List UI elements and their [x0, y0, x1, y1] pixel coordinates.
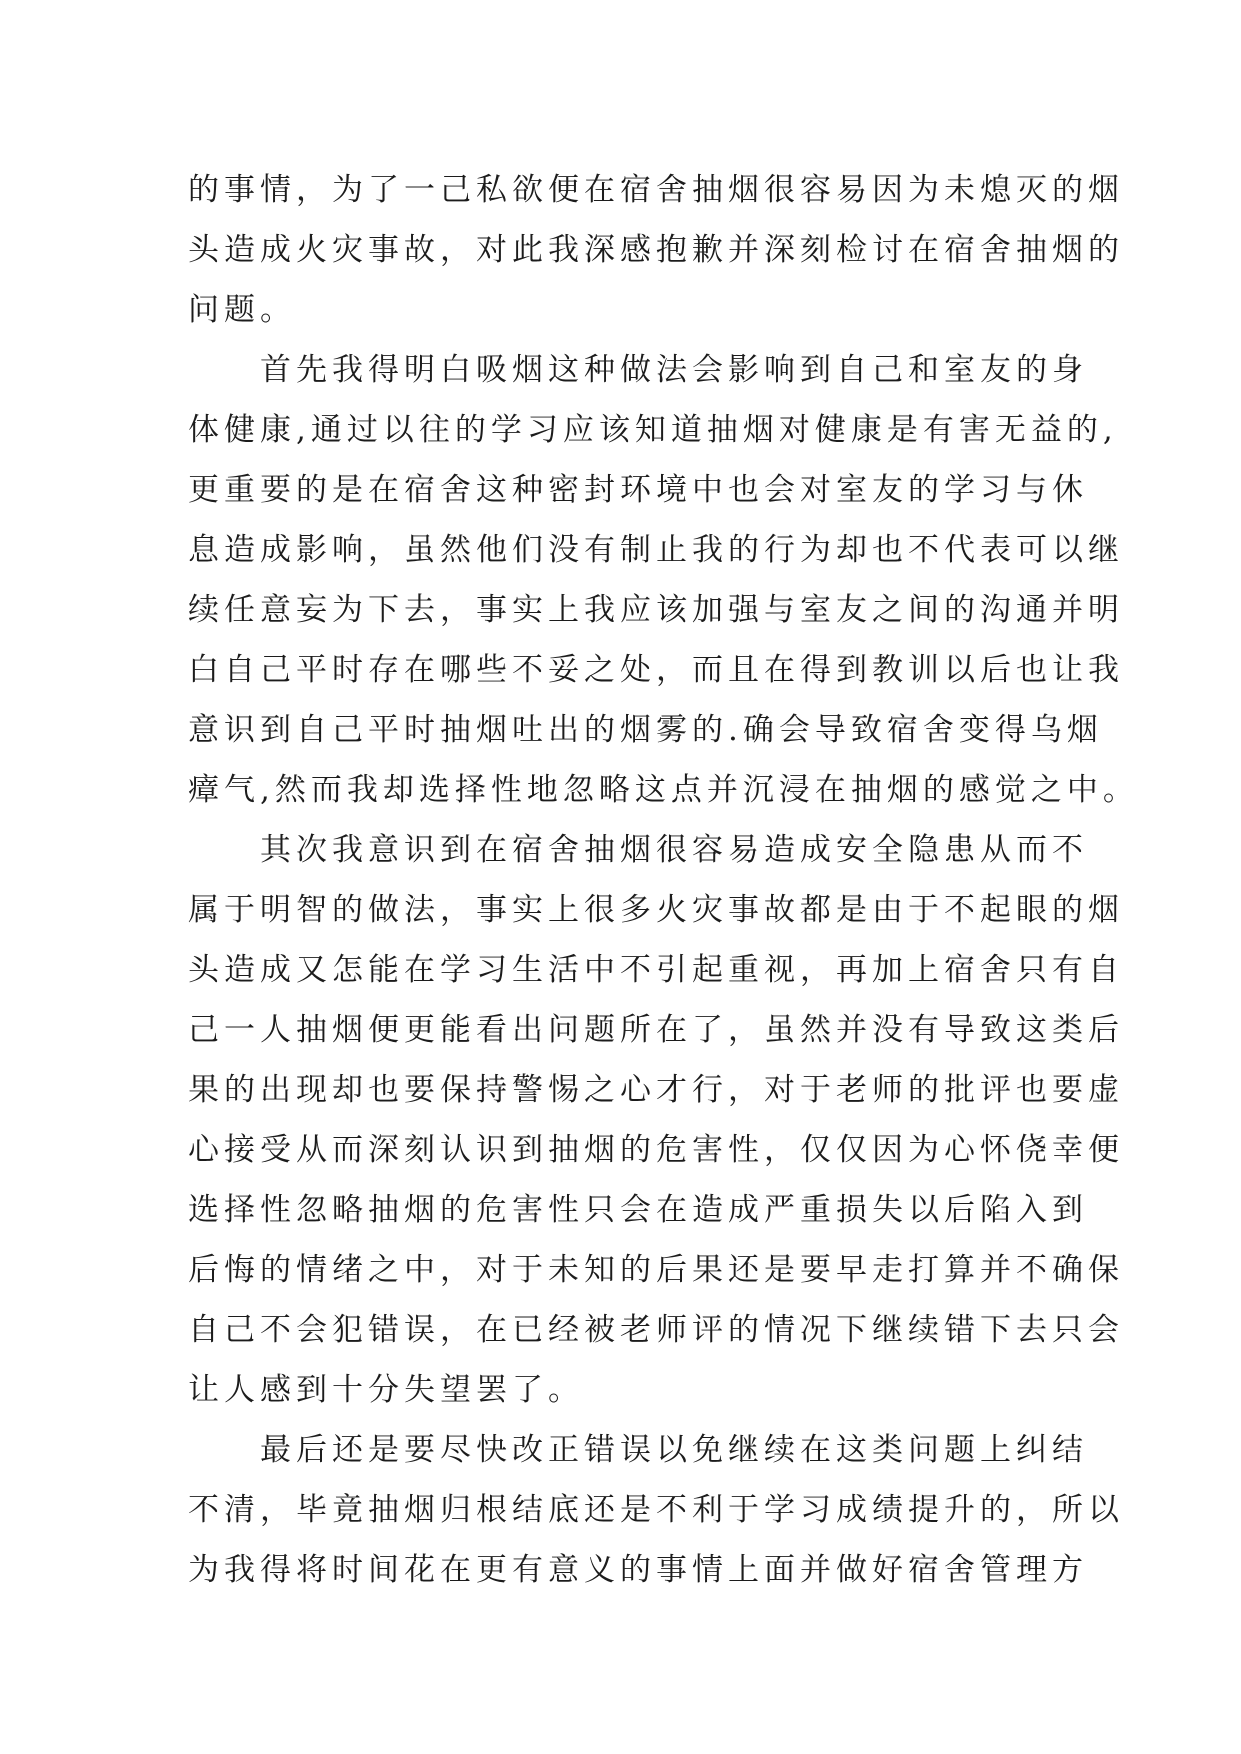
- text-line: 息造成影响，虽然他们没有制止我的行为却也不代表可以继: [188, 532, 1124, 568]
- text-line: 让人感到十分失望罢了。: [188, 1372, 584, 1408]
- text-line-indent: 首先我得明白吸烟这种做法会影响到自己和室友的身: [260, 352, 1088, 388]
- text-line: 的事情，为了一己私欲便在宿舍抽烟很容易因为未熄灭的烟: [188, 172, 1124, 208]
- document-body: [188, 160, 1139, 1600]
- text-line: 己一人抽烟便更能看出问题所在了，虽然并没有导致这类后: [188, 1012, 1124, 1048]
- text-line: 问题。: [188, 292, 296, 328]
- text-line: 意识到自己平时抽烟吐出的烟雾的.确会导致宿舍变得乌烟: [188, 712, 1103, 748]
- text-line: 体健康,通过以往的学习应该知道抽烟对健康是有害无益的,: [188, 412, 1118, 448]
- text-line: 果的出现却也要保持警惕之心才行，对于老师的批评也要虚: [188, 1072, 1124, 1108]
- text-line: 续任意妄为下去，事实上我应该加强与室友之间的沟通并明: [188, 592, 1124, 628]
- text-line: 头造成火灾事故，对此我深感抱歉并深刻检讨在宿舍抽烟的: [188, 232, 1124, 268]
- text-line: 心接受从而深刻认识到抽烟的危害性，仅仅因为心怀侥幸便: [188, 1132, 1124, 1168]
- text-line: 白自己平时存在哪些不妥之处，而且在得到教训以后也让我: [188, 652, 1124, 688]
- text-line: 不清，毕竟抽烟归根结底还是不利于学习成绩提升的，所以: [188, 1492, 1124, 1528]
- text-line: 头造成又怎能在学习生活中不引起重视，再加上宿舍只有自: [188, 952, 1124, 988]
- text-line: 属于明智的做法，事实上很多火灾事故都是由于不起眼的烟: [188, 892, 1124, 928]
- text-line-indent: 其次我意识到在宿舍抽烟很容易造成安全隐患从而不: [260, 832, 1088, 868]
- text-line-indent: 最后还是要尽快改正错误以免继续在这类问题上纠结: [260, 1432, 1088, 1468]
- text-line: 瘴气,然而我却选择性地忽略这点并沉浸在抽烟的感觉之中。: [188, 772, 1139, 808]
- text-line: 自己不会犯错误，在已经被老师评的情况下继续错下去只会: [188, 1312, 1124, 1348]
- text-line: 后悔的情绪之中，对于未知的后果还是要早走打算并不确保: [188, 1252, 1124, 1288]
- text-line: 更重要的是在宿舍这种密封环境中也会对室友的学习与休: [188, 472, 1088, 508]
- text-line: 选择性忽略抽烟的危害性只会在造成严重损失以后陷入到: [188, 1192, 1088, 1228]
- text-line: 为我得将时间花在更有意义的事情上面并做好宿舍管理方: [188, 1552, 1088, 1588]
